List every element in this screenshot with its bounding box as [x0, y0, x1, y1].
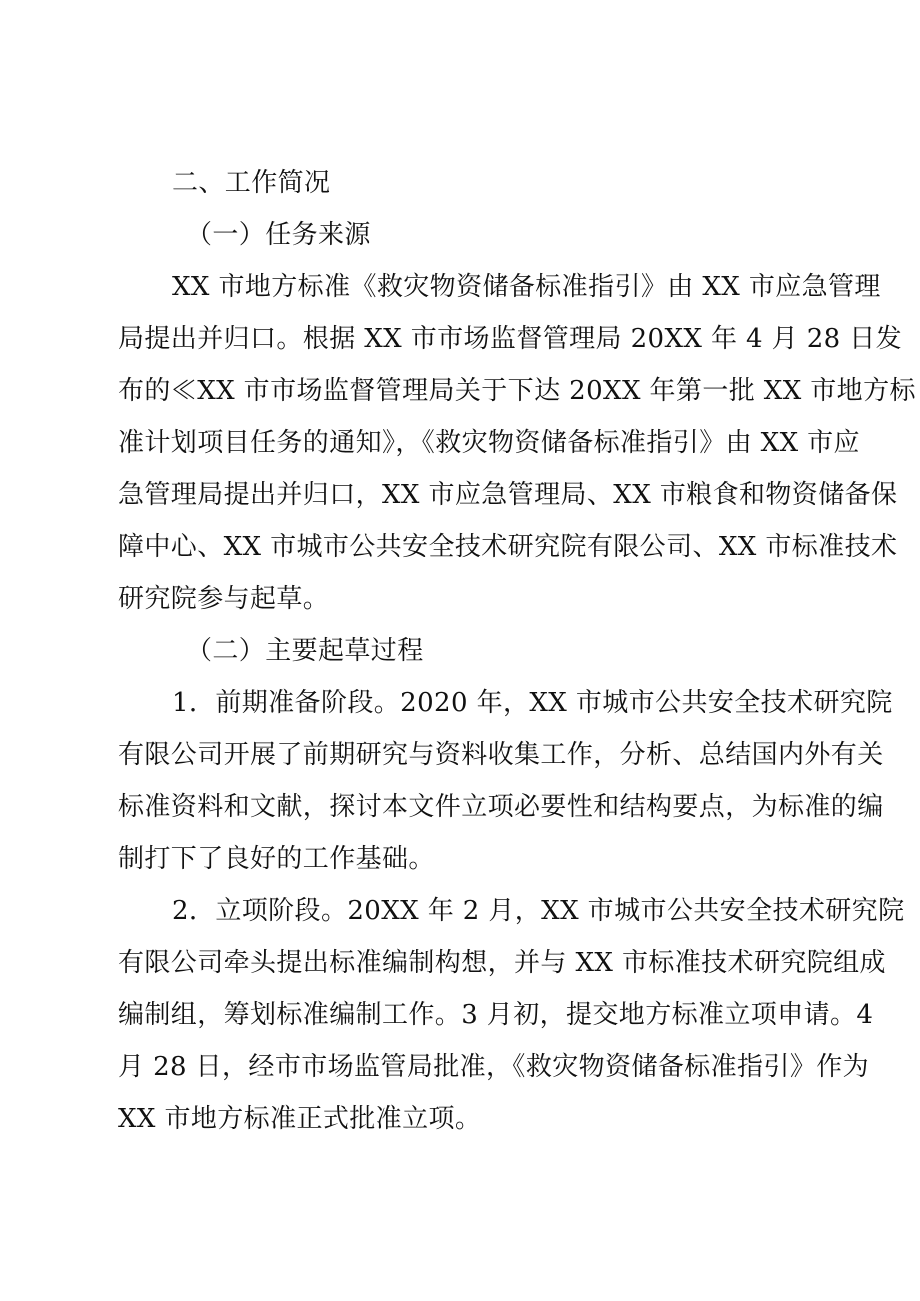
- subsection-heading-drafting-process: （二）主要起草过程: [186, 636, 424, 666]
- paragraph-line: 研究院参与起草。: [118, 584, 330, 614]
- paragraph-line: 2．立项阶段。20XX 年 2 月，XX 市城市公共安全技术研究院: [172, 896, 905, 926]
- paragraph-line: 局提出并归口。根据 XX 市市场监督管理局 20XX 年 4 月 28 日发: [118, 324, 903, 354]
- paragraph-line: 准计划项目任务的通知》，《救灾物资储备标准指引》由 XX 市应: [118, 428, 860, 458]
- paragraph-line: 1．前期准备阶段。2020 年，XX 市城市公共安全技术研究院: [172, 688, 893, 718]
- paragraph-line: 有限公司开展了前期研究与资料收集工作，分析、总结国内外有关: [118, 740, 884, 770]
- paragraph-line: 编制组，筹划标准编制工作。3 月初，提交地方标准立项申请。4: [118, 1000, 874, 1030]
- paragraph-line: 标准资料和文献，探讨本文件立项必要性和结构要点，为标准的编: [118, 792, 884, 822]
- subsection-heading-task-source: （一）任务来源: [186, 220, 371, 250]
- paragraph-line: 月 28 日，经市市场监管局批准，《救灾物资储备标准指引》作为: [118, 1052, 870, 1082]
- paragraph-line: 制打下了良好的工作基础。: [118, 844, 435, 874]
- section-heading: 二、工作简况: [172, 168, 331, 198]
- paragraph-line: 有限公司牵头提出标准编制构想，并与 XX 市标准技术研究院组成: [118, 948, 886, 978]
- paragraph-line: 布的≪XX 市市场监督管理局关于下达 20XX 年第一批 XX 市地方标: [118, 376, 916, 406]
- paragraph-line: XX 市地方标准《救灾物资储备标准指引》由 XX 市应急管理: [172, 272, 881, 302]
- paragraph-line: 障中心、XX 市城市公共安全技术研究院有限公司、XX 市标准技术: [118, 532, 898, 562]
- paragraph-line: XX 市地方标准正式批准立项。: [118, 1104, 482, 1134]
- paragraph-line: 急管理局提出并归口，XX 市应急管理局、XX 市粮食和物资储备保: [118, 480, 898, 510]
